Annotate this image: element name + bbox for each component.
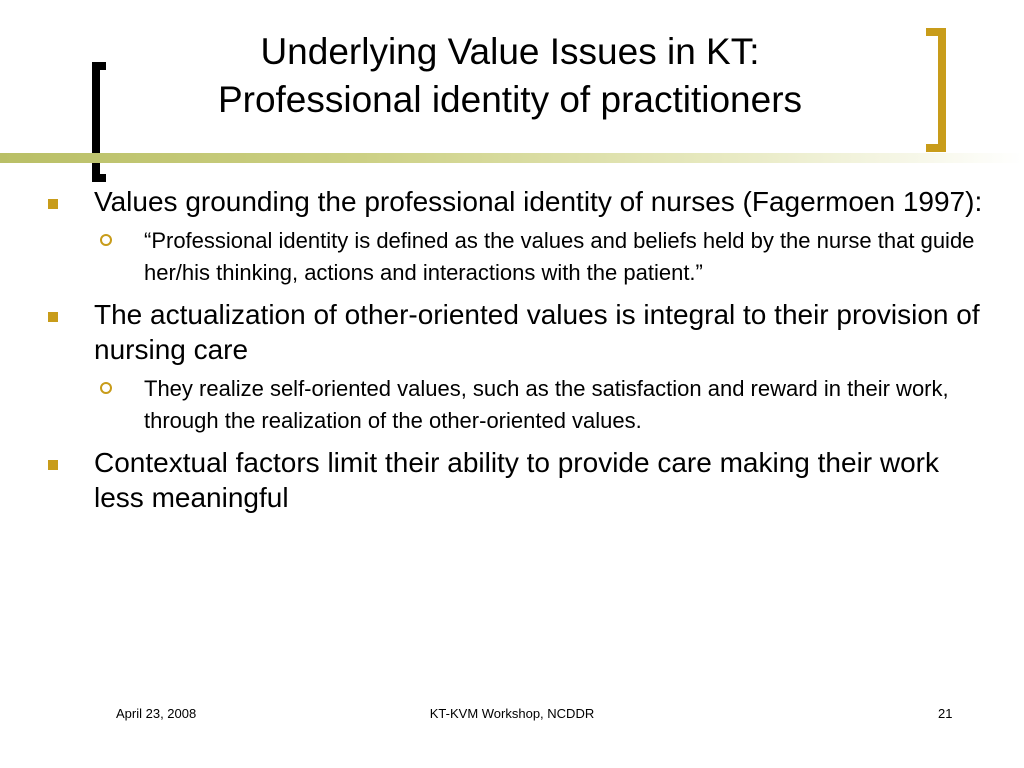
sub-bullet-text: They realize self-oriented values, such as the satisfaction and reward in their work, through the realization of the other-oriented values.: [144, 376, 949, 433]
bullet-text: The actualization of other-oriented values is integral to their provision of nursing care: [94, 299, 980, 365]
bullet-item: [40, 445, 990, 515]
left-bracket-decoration: [92, 62, 106, 182]
square-bullet-icon: [48, 460, 58, 470]
title-divider: [0, 153, 1024, 163]
bullet-text: Contextual factors limit their ability to provide care making their work less meaningful: [94, 447, 940, 513]
footer-date: April 23, 2008: [116, 706, 197, 721]
right-bracket-decoration: [926, 28, 946, 152]
footer-title: KT-KVM Workshop, NCDDR: [429, 706, 595, 721]
sub-bullet-item: [40, 373, 990, 437]
slide-body: [40, 184, 990, 521]
square-bullet-icon: [48, 199, 58, 209]
sub-bullet-text: “Professional identity is defined as the values and beliefs held by the nurse that guide her/his thinking, actions and interactions with the patient.”: [144, 228, 975, 285]
slide-title: [120, 28, 900, 124]
slide-number: 21: [938, 706, 953, 721]
circle-bullet-icon: [100, 382, 112, 394]
bullet-item: [40, 184, 990, 219]
sub-bullet-item: [40, 225, 990, 289]
bullet-text: Values grounding the professional identity of nurses (Fagermoen 1997):: [94, 186, 983, 217]
square-bullet-icon: [48, 312, 58, 322]
title-line-1: Underlying Value Issues in KT:: [260, 31, 760, 72]
circle-bullet-icon: [100, 234, 112, 246]
bullet-item: [40, 297, 990, 367]
title-line-2: Professional identity of practitioners: [217, 79, 803, 120]
